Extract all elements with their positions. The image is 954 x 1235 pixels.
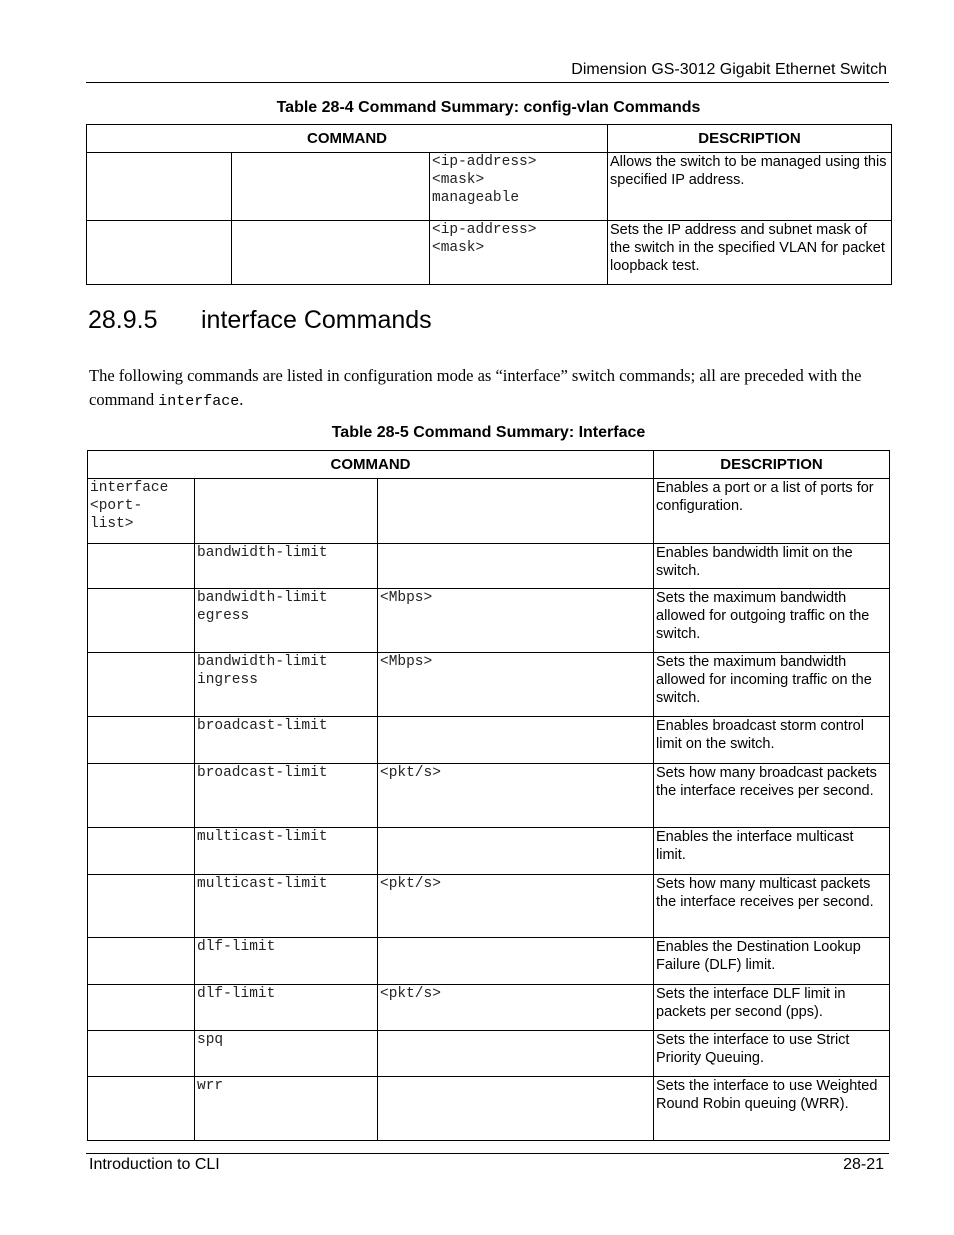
description-cell: Sets the interface DLF limit in packets per second (pps). [654, 985, 890, 1031]
command-cell: dlf-limit [195, 938, 378, 985]
command-cell [88, 653, 195, 717]
description-cell: Sets how many broadcast packets the interface receives per second. [654, 764, 890, 828]
description-column-header: DESCRIPTION [654, 451, 890, 479]
command-cell [87, 221, 232, 285]
table-row [88, 1077, 890, 1141]
command-cell: multicast-limit [195, 828, 378, 875]
command-cell [88, 828, 195, 875]
command-cell [88, 544, 195, 589]
description-cell: Enables broadcast storm control limit on the switch. [654, 717, 890, 764]
section-title: interface Commands [201, 306, 432, 334]
table-row [88, 938, 890, 985]
footer-chapter: Introduction to CLI [89, 1156, 220, 1173]
command-column-header: COMMAND [88, 451, 654, 479]
command-cell [378, 717, 654, 764]
command-column-header: COMMAND [87, 125, 608, 153]
table-row [88, 717, 890, 764]
command-cell [88, 1077, 195, 1141]
section-number: 28.9.5 [88, 306, 158, 334]
command-cell: <Mbps> [378, 589, 654, 653]
command-cell: bandwidth-limit ingress [195, 653, 378, 717]
description-cell: Allows the switch to be managed using this specified IP address. [608, 153, 892, 221]
command-cell: bandwidth-limit [195, 544, 378, 589]
table-body [88, 479, 890, 1141]
table-row [88, 479, 890, 544]
description-cell: Sets the maximum bandwidth allowed for outgoing traffic on the switch. [654, 589, 890, 653]
command-cell [378, 828, 654, 875]
description-cell: Enables bandwidth limit on the switch. [654, 544, 890, 589]
command-cell [232, 221, 430, 285]
description-cell: Sets the interface to use Strict Priority Queuing. [654, 1031, 890, 1077]
command-cell [88, 938, 195, 985]
command-cell [88, 589, 195, 653]
command-cell [378, 1077, 654, 1141]
command-cell: wrr [195, 1077, 378, 1141]
table-row [88, 764, 890, 828]
intro-paragraph [89, 364, 884, 414]
command-cell [378, 938, 654, 985]
command-cell: bandwidth-limit egress [195, 589, 378, 653]
command-cell [232, 153, 430, 221]
section-heading [88, 306, 432, 335]
command-cell: <ip-address> <mask> [430, 221, 608, 285]
command-cell: dlf-limit [195, 985, 378, 1031]
command-cell [88, 1031, 195, 1077]
command-cell [378, 544, 654, 589]
command-cell [88, 717, 195, 764]
document-title: Dimension GS-3012 Gigabit Ethernet Switch [571, 61, 887, 78]
table-row [88, 875, 890, 938]
command-cell: spq [195, 1031, 378, 1077]
command-cell: <pkt/s> [378, 985, 654, 1031]
intro-end: . [239, 390, 244, 409]
description-cell: Enables the Destination Lookup Failure (DLF) limit. [654, 938, 890, 985]
table-body [87, 153, 892, 285]
command-cell [87, 153, 232, 221]
command-cell: <pkt/s> [378, 764, 654, 828]
table-28-4-caption: Table 28-4 Command Summary: config-vlan Commands [276, 99, 701, 116]
description-cell: Enables a port or a list of ports for configuration. [654, 479, 890, 544]
command-cell [88, 875, 195, 938]
table-row [87, 221, 892, 285]
command-cell: <pkt/s> [378, 875, 654, 938]
page-number: 28-21 [843, 1156, 884, 1173]
config-vlan-command-table [86, 124, 892, 285]
running-header [86, 60, 889, 83]
command-cell: multicast-limit [195, 875, 378, 938]
command-cell: broadcast-limit [195, 717, 378, 764]
table-row [88, 544, 890, 589]
command-cell: interface <port- list> [88, 479, 195, 544]
running-footer [86, 1153, 889, 1173]
table-row [88, 828, 890, 875]
command-cell: <ip-address> <mask> manageable [430, 153, 608, 221]
interface-command-table [87, 450, 890, 1141]
description-cell: Sets how many multicast packets the interface receives per second. [654, 875, 890, 938]
inline-code: interface [158, 393, 240, 410]
table-row [88, 985, 890, 1031]
command-cell: <Mbps> [378, 653, 654, 717]
command-cell [378, 1031, 654, 1077]
command-cell [88, 764, 195, 828]
command-cell [195, 479, 378, 544]
description-column-header: DESCRIPTION [608, 125, 892, 153]
intro-text: The following commands are listed in configuration mode as “interface” switch commands; all are preceded with the command [89, 366, 862, 409]
table-row [88, 589, 890, 653]
table-28-5-caption: Table 28-5 Command Summary: Interface [331, 424, 646, 441]
command-cell [88, 985, 195, 1031]
table-row [88, 1031, 890, 1077]
description-cell: Sets the maximum bandwidth allowed for incoming traffic on the switch. [654, 653, 890, 717]
table-row [87, 153, 892, 221]
description-cell: Enables the interface multicast limit. [654, 828, 890, 875]
description-cell: Sets the interface to use Weighted Round Robin queuing (WRR). [654, 1077, 890, 1141]
table-row [88, 653, 890, 717]
command-cell [378, 479, 654, 544]
description-cell: Sets the IP address and subnet mask of the switch in the specified VLAN for packet loopback test. [608, 221, 892, 285]
command-cell: broadcast-limit [195, 764, 378, 828]
